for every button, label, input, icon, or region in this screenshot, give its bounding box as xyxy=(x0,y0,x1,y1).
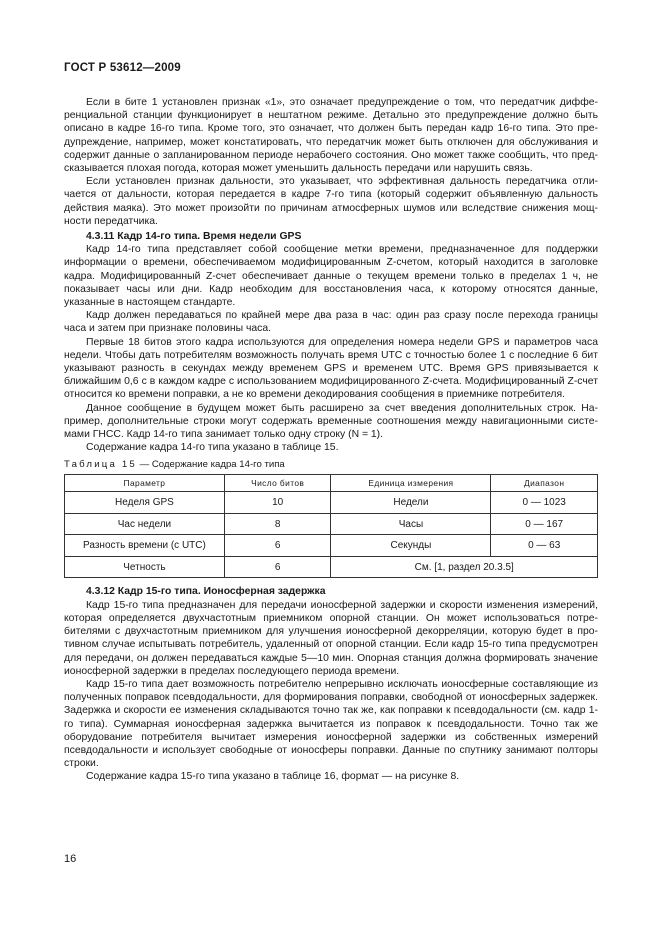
table-row xyxy=(65,513,598,535)
cell-range: 0 — 1023 xyxy=(491,492,598,514)
column-header-parameter: Параметр xyxy=(65,475,225,492)
table-15 xyxy=(64,474,598,578)
cell-parameter: Неделя GPS xyxy=(65,492,225,514)
paragraph: Кадр должен передаваться по крайней мере два раза в час: один раз сразу после перехода границы часа и затем при признаке половины часа. xyxy=(64,310,598,335)
column-header-unit: Единица измерения xyxy=(331,475,491,492)
page-number: 16 xyxy=(64,853,77,865)
cell-range: 0 — 167 xyxy=(491,513,598,535)
paragraph: Если установлен признак дальности, это указывает, что эффективная дальность передатчика отличается от дальности, которая передается в кадре 7-го типа (который содержит объявленную дальность действия маяка). Это может произойти по причинам атмосферных шумов или вследствие снижения мощности передатчика. xyxy=(64,176,598,227)
cell-bits: 6 xyxy=(224,535,331,557)
paragraph: Если в бите 1 установлен признак «1», это означает предупреждение о том, что передатчик дифференциальной станции функционирует в нештатном режиме. Детально это предупреждение должно быть описано в кадре 16-го типа. Кроме того, это означает, что должен быть передан кадр 16-го типа. Это предупреждение, например, может констатировать, что передатчик может быть отключен для обслуживания и содержит данные о запланированном периоде нерабочего состояния. Оно может также сообщить, что предсказывается плохая погода, которая может уменьшить дальность передачи или нарушить связь. xyxy=(64,97,598,175)
paragraph: Данное сообщение в будущем может быть расширено за счет введения дополнительных строк. Например, дополнительные строки могут содержать временные соотношения между навигационными системами ГНСС. Кадр 14-го типа занимает только одну строку (N = 1). xyxy=(64,402,598,441)
section-heading-4-3-11: 4.3.11 Кадр 14-го типа. Время недели GPS xyxy=(86,231,302,243)
paragraph: Содержание кадра 15-го типа указано в таблице 16, формат — на рисунке 8. xyxy=(86,771,460,783)
table-caption-label: Таблица 15 xyxy=(64,459,137,471)
document-header: ГОСТ Р 53612—2009 xyxy=(64,62,181,74)
cell-reference: См. [1, раздел 20.3.5] xyxy=(331,556,598,578)
paragraph: Первые 18 битов этого кадра используются для определения номера недели GPS и параметров часа недели. Чтобы дать потребителям возможность получать время UTC с точностью более 1 с последние 6 бит указывают разность в секундах между временем GPS и временем UTC. Время GPS привязывается к ближайшим 0,6 с в каждом кадре с использованием модифицированного Z-счета. Модифицированный Z-счет относится ко времени поправки, а не ко времени декодирования сообщения в приемнике потребителя. xyxy=(64,336,598,401)
cell-parameter: Разность времени (с UTC) xyxy=(65,535,225,557)
cell-parameter: Четность xyxy=(65,556,225,578)
cell-bits: 6 xyxy=(224,556,331,578)
section-heading-4-3-12: 4.3.12 Кадр 15-го типа. Ионосферная задержка xyxy=(86,586,326,598)
cell-unit: Часы xyxy=(331,513,491,535)
paragraph: Кадр 15-го типа дает возможность потребителю непрерывно исключать ионосферные составляющие из полученных поправок псевдодальности, для формирования поправки, свободной от ионосферных задержек. Задержка и скорости ее изменения складываются точно так же, как поправки к псевдодальности (см. кадр 1-го типа). Суммарная ионосферная задержка вычитается из поправок к псевдодальности. Точно так же оборудование потребителя вычитает измерения ионосферной задержки из собственных измерений псевдодальности и использует свободные от ионосферы поправки. Данные по спутнику занимают полторы строки. xyxy=(64,678,598,770)
column-header-bits: Число битов xyxy=(224,475,331,492)
document-body xyxy=(64,96,598,784)
cell-bits: 10 xyxy=(224,492,331,514)
table-caption xyxy=(64,458,598,471)
paragraph: Кадр 15-го типа предназначен для передачи ионосферной задержки и скорости изменения измерений, которая определяется двухчастотным приемником опорной станции. Он может использоваться потребителями с двухчастотным приемником для улучшения ионосферной декорреляции, которую будет в противном случае испытывать потребитель, удаленный от опорной станции. Если кадр 15-го типа предусмотрен для передачи, он должен передаваться каждые 5—10 мин. Опорная станция должна формировать значение ионосферной задержки в пределах последующего периода времени. xyxy=(64,599,598,677)
paragraph: Кадр 14-го типа представляет собой сообщение метки времени, предназначенное для поддержки информации о времени, обеспечиваемом модифицированным Z-счетом, который находится в заголовке кадра. Модифицированный Z-счет обеспечивает данные о текущем времени только в пределах 1 ч, не показывает часы или дни. Кадр необходим для восстановления часа, к которому относятся данные, указанные в настоящем стандарте. xyxy=(64,244,598,309)
cell-unit: Недели xyxy=(331,492,491,514)
cell-unit: Секунды xyxy=(331,535,491,557)
table-caption-title: — Содержание кадра 14-го типа xyxy=(136,459,285,471)
cell-parameter: Час недели xyxy=(65,513,225,535)
table-row-parity xyxy=(65,556,598,578)
column-header-range: Диапазон xyxy=(491,475,598,492)
cell-range: 0 — 63 xyxy=(491,535,598,557)
table-row xyxy=(65,535,598,557)
table-row xyxy=(65,492,598,514)
paragraph: Содержание кадра 14-го типа указано в таблице 15. xyxy=(86,442,339,454)
cell-bits: 8 xyxy=(224,513,331,535)
table-header-row xyxy=(65,475,598,492)
